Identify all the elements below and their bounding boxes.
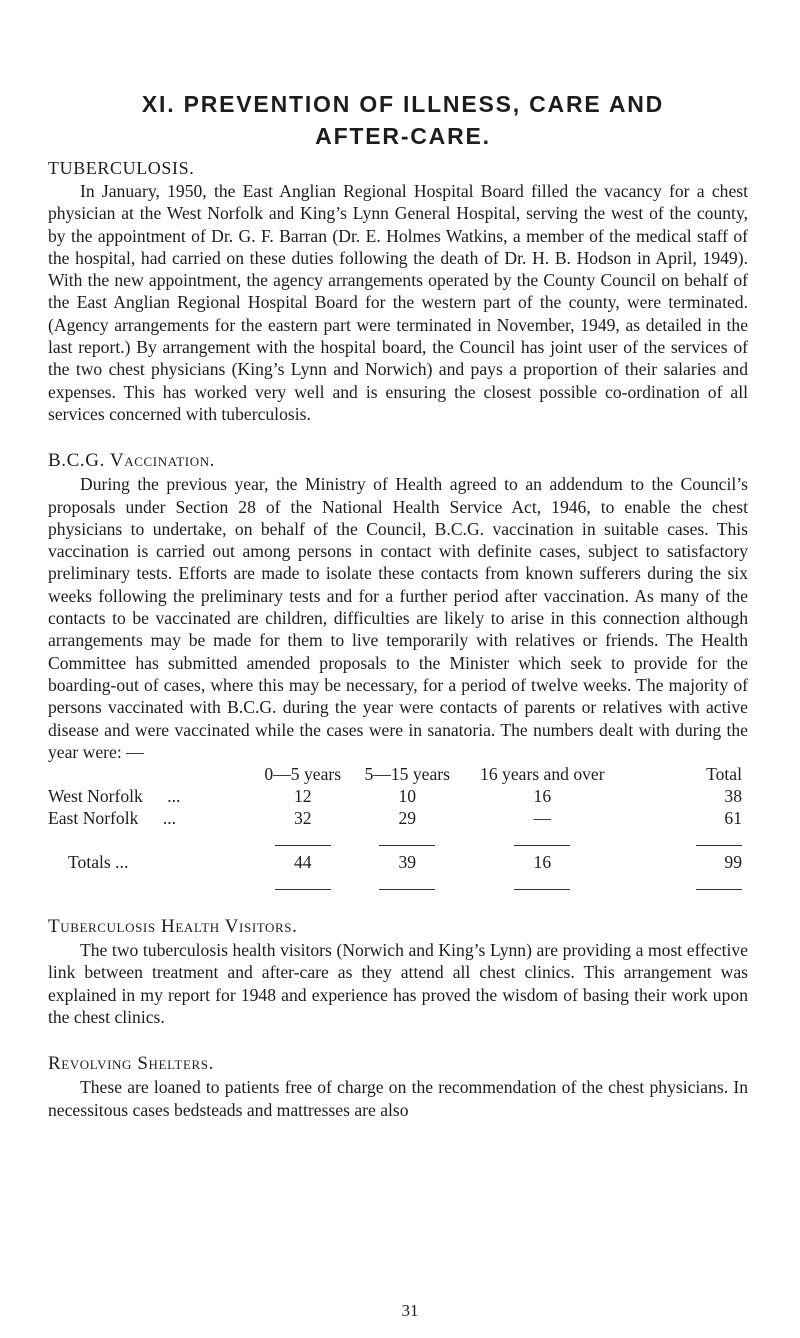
paragraph-tuberculosis: In January, 1950, the East Anglian Regional Hospital Board filled the vacancy for a chest physician at the West Norfolk and King’s Lynn General Hospital, serving the west of the county, by the appointment of Dr. G. F. Barran (Dr. E. Holmes Watkins, a member of the medical staff of the hospital, had carried on these duties following the death of Dr. H. B. Hodson in April, 1949). With the new appointment, the agency arrangements operated by the County Council on behalf of the East Anglian Regional Hospital Board for the western part of the county, were terminated. (Agency arrangements for the eastern part were terminated in November, 1949, as detailed in the last report.) By arrangement with the hospital board, the Council has joint user of the services of the two chest physicians (King’s Lynn and Norwich) and pays a proportion of their salaries and expenses. This has worked very well and is ensuring the closest possible co-ordination of all services concerned with tuberculosis.	[48, 181, 748, 424]
section-title-revolving-shelters: Revolving Shelters.	[48, 1053, 214, 1075]
table-header-cell: 5—15 years	[364, 764, 450, 785]
paragraph-revolving-shelters: These are loaned to patients free of charge on the recommendation of the chest physicians. In necessitous cases bedsteads and mattresses are also	[48, 1077, 748, 1120]
table-cell: 38	[724, 786, 742, 807]
table-cell: 16	[533, 852, 552, 873]
row-label: West Norfolk ...	[48, 786, 181, 807]
section-title-bcg: B.C.G. Vaccination.	[48, 450, 216, 472]
rule-line	[379, 889, 435, 890]
table-row	[48, 807, 748, 829]
table-cell: 29	[398, 808, 417, 829]
table-row	[48, 785, 748, 807]
table-cell: 16	[533, 786, 552, 807]
page-number: 31	[401, 1301, 419, 1320]
row-label: East Norfolk ...	[48, 808, 177, 829]
chapter-heading	[48, 88, 748, 152]
rule-line	[696, 889, 742, 890]
chapter-heading-line1: XI. PREVENTION OF ILLNESS, CARE AND	[141, 91, 665, 117]
chapter-heading-line2: AFTER-CARE.	[315, 123, 491, 149]
table-header-cell: 0—5 years	[264, 764, 342, 785]
table-header-cell: 16 years and over	[480, 764, 605, 785]
document-page	[48, 88, 748, 1121]
table-cell: 12	[293, 786, 312, 807]
table-totals-row	[48, 851, 748, 873]
table-cell: 39	[398, 852, 417, 873]
vaccination-table	[48, 763, 748, 895]
section-title-tuberculosis: TUBERCULOSIS.	[48, 158, 195, 178]
rule-line	[514, 845, 570, 846]
table-cell: 32	[293, 808, 312, 829]
rule-line	[379, 845, 435, 846]
rule-line	[275, 889, 331, 890]
table-cell: 99	[724, 852, 742, 873]
table-header-cell: Total	[706, 764, 742, 785]
paragraph-health-visitors: The two tuberculosis health visitors (Norwich and King’s Lynn) are providing a most effective link between treatment and after-care as they attend all chest clinics. This arrangement was explained in my report for 1948 and experience has proved the wisdom of basing their work upon the chest clinics.	[48, 940, 748, 1028]
table-rule-row	[48, 873, 748, 895]
rule-line	[696, 845, 742, 846]
table-cell: —	[533, 808, 552, 829]
section-title-health-visitors: Tuberculosis Health Visitors.	[48, 916, 298, 938]
table-cell: 10	[398, 786, 417, 807]
rule-line	[275, 845, 331, 846]
table-cell: 61	[724, 808, 742, 829]
row-label: Totals ...	[68, 852, 129, 873]
table-header-row	[48, 763, 748, 785]
table-rule-row	[48, 829, 748, 851]
paragraph-bcg: During the previous year, the Ministry of Health agreed to an addendum to the Council’s proposals under Section 28 of the National Health Service Act, 1946, to enable the chest physicians to undertake, on behalf of the Council, B.C.G. vaccination in suitable cases. This vaccination is carried out among persons in contact with definite cases, subject to satisfactory preliminary tests. Efforts are made to isolate these contacts from known sufferers during the six weeks following the preliminary tests and for a further period after vaccination. As many of the contacts to be vaccinated are children, difficulties are likely to arise in this connection although arrangements may be made for them to live temporarily with relatives or friends. The Health Committee has submitted amended proposals to the Minister which seek to provide for the boarding-out of cases, where this may be necessary, for a period of twelve weeks. The majority of persons vaccinated with B.C.G. during the year were contacts of parents or relatives with active disease and were vaccinated while the cases were in sanatoria. The numbers dealt with during the year were: —	[48, 474, 748, 762]
rule-line	[514, 889, 570, 890]
table-cell: 44	[293, 852, 312, 873]
